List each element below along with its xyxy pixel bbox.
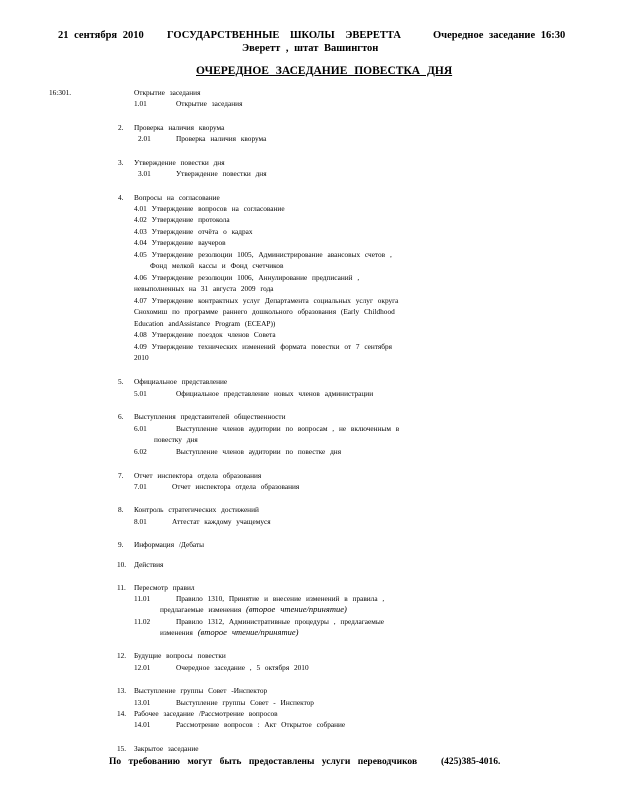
- item-6-02-text: Выступление членов аудитории по повестке дня: [176, 447, 342, 456]
- item-4-06-cont: невыполненных на 31 августа 2009 года: [134, 284, 274, 293]
- section-6-num: 6.: [118, 412, 124, 421]
- item-12-01-num: 12.01: [134, 663, 151, 672]
- item-6-01-cont: повестку дня: [154, 435, 198, 444]
- item-7-01-num: 7.01: [134, 482, 147, 491]
- section-1-title: Открытие заседания: [134, 88, 201, 97]
- section-8-num: 8.: [118, 505, 124, 514]
- item-2-01-text: Проверка наличия кворума: [176, 134, 267, 143]
- item-4-07-cont-2: Education andAssistance Program (ECEAP)): [134, 319, 276, 328]
- section-5-title: Официальное представление: [134, 377, 228, 386]
- section-12-num: 12.: [117, 651, 127, 660]
- item-6-02-num: 6.02: [134, 447, 147, 456]
- item-4-03: 4.03 Утверждение отчёта о кадрах: [134, 227, 253, 236]
- item-4-02: 4.02 Утверждение протокола: [134, 215, 230, 224]
- section-4-num: 4.: [118, 193, 124, 202]
- item-11-02-cont: [160, 628, 298, 637]
- item-11-02-note: (второе чтение/принятие): [197, 627, 299, 637]
- item-11-02-text: Правило 1312, Административные процедуры , предлагаемые: [176, 617, 384, 626]
- item-2-01-num: 2.01: [138, 134, 151, 143]
- section-10-num: 10.: [117, 560, 127, 569]
- item-13-01-text: Выступление группы Совет - Инспектор: [176, 698, 314, 707]
- section-12-title: Будущие вопросы повестки: [134, 651, 226, 660]
- section-3-num: 3.: [118, 158, 124, 167]
- item-4-09-cont: 2010: [134, 353, 149, 362]
- section-5-num: 5.: [118, 377, 124, 386]
- item-6-01-text: Выступление членов аудитории по вопросам , не включенным в: [176, 424, 400, 433]
- item-5-01-text: Официальное представление новых членов администрации: [176, 389, 374, 398]
- header-school-name: ГОСУДАРСТВЕННЫЕ ШКОЛЫ ЭВЕРЕТТА: [167, 30, 401, 41]
- item-4-01: 4.01 Утверждение вопросов на согласование: [134, 204, 285, 213]
- section-9-num: 9.: [118, 540, 124, 549]
- section-6-title: Выступления представителей общественности: [134, 412, 286, 421]
- section-8-title: Контроль стратегических достижений: [134, 505, 259, 514]
- item-4-04: 4.04 Утверждение ваучеров: [134, 238, 226, 247]
- item-3-01-text: Утверждение повестки дня: [176, 169, 267, 178]
- section-11-title: Пересмотр правил: [134, 583, 195, 592]
- footer-interpreter-notice: [109, 757, 501, 767]
- item-11-01-num: 11.01: [134, 594, 151, 603]
- item-13-01-num: 13.01: [134, 698, 151, 707]
- item-4-08: 4.08 Утверждение поездок членов Совета: [134, 330, 276, 339]
- section-3-title: Утверждение повестки дня: [134, 158, 225, 167]
- section-14-title: Рабочее заседание /Рассмотрение вопросов: [134, 709, 278, 718]
- header-city: Эверетт , штат Вашингтон: [242, 43, 379, 54]
- section-10-title: Действия: [134, 560, 164, 569]
- item-6-01-num: 6.01: [134, 424, 147, 433]
- header-date: 21 сентября 2010: [58, 30, 144, 41]
- section-15-title: Закрытое заседание: [134, 744, 199, 753]
- item-8-01-text: Аттестат каждому учащемуся: [172, 517, 271, 526]
- footer-phone: (425)385-4016.: [441, 757, 501, 767]
- section-7-title: Отчет инспектора отдела образования: [134, 471, 262, 480]
- item-11-01-cont: [160, 605, 347, 614]
- section-4-title: Вопросы на согласование: [134, 193, 220, 202]
- section-13-num: 13.: [117, 686, 127, 695]
- item-1-01-text: Открытие заседания: [176, 99, 243, 108]
- item-4-06: 4.06 Утверждение резолюции 1006, Аннулирование предписаний ,: [134, 273, 360, 282]
- item-4-07: 4.07 Утверждение контрактных услуг Департамента социальных услуг округа: [134, 296, 399, 305]
- item-5-01-num: 5.01: [134, 389, 147, 398]
- item-8-01-num: 8.01: [134, 517, 147, 526]
- section-7-num: 7.: [118, 471, 124, 480]
- item-11-02-num: 11.02: [134, 617, 151, 626]
- header-meeting-type: Очередное заседание 16:30: [433, 30, 566, 41]
- agenda-title: ОЧЕРЕДНОЕ ЗАСЕДАНИЕ ПОВЕСТКА ДНЯ: [196, 65, 453, 77]
- item-11-01-cont-text: предлагаемые изменения: [160, 605, 242, 614]
- item-14-01-text: Рассмотрение вопросов : Акт Открытое собрание: [176, 720, 346, 729]
- item-11-01-text: Правило 1310, Принятие и внесение изменений в правила ,: [176, 594, 385, 603]
- section-9-title: Информация /Дебаты: [134, 540, 205, 549]
- item-14-01-num: 14.01: [134, 720, 151, 729]
- section-2-num: 2.: [118, 123, 124, 132]
- footer-text: По требованию могут быть предоставлены услуги переводчиков: [109, 757, 418, 767]
- item-4-07-cont-1: Снохомиш по программе раннего дошкольного образования (Early Childhood: [134, 307, 395, 316]
- agenda-time: 16:301.: [49, 88, 72, 97]
- item-1-01-num: 1.01: [134, 99, 147, 108]
- item-7-01-text: Отчет инспектора отдела образования: [172, 482, 300, 491]
- item-4-05-cont: Фонд мелкой кассы и Фонд счетчиков: [150, 261, 284, 270]
- item-11-01-note: (второе чтение/принятие): [246, 604, 347, 614]
- item-11-02-cont-text: изменения: [160, 628, 193, 637]
- item-4-05: 4.05 Утверждение резолюции 1005, Администрирование авансовых счетов ,: [134, 250, 392, 259]
- item-3-01-num: 3.01: [138, 169, 151, 178]
- item-12-01-text: Очередное заседание , 5 октября 2010: [176, 663, 309, 672]
- section-13-title: Выступление группы Совет -Инспектор: [134, 686, 268, 695]
- section-15-num: 15.: [117, 744, 127, 753]
- item-4-09: 4.09 Утверждение технических изменений формата повестки от 7 сентября: [134, 342, 392, 351]
- section-2-title: Проверка наличия кворума: [134, 123, 225, 132]
- section-14-num: 14.: [117, 709, 127, 718]
- section-11-num: 11.: [117, 583, 126, 592]
